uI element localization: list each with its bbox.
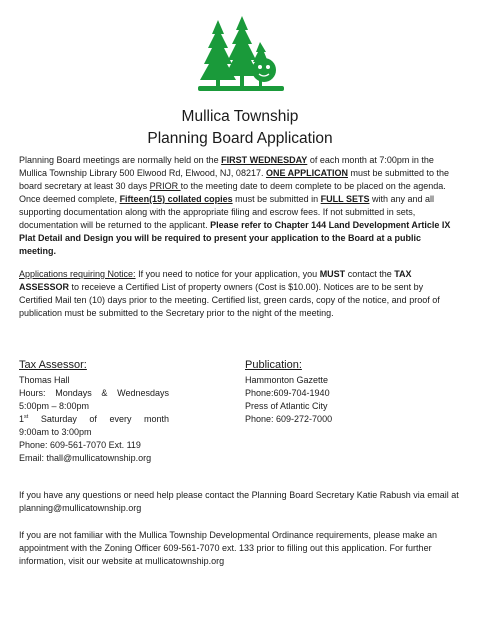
hours-time: 5:00pm – 8:00pm	[19, 401, 90, 411]
chapter-144-note: Please refer to Chapter 144 Land Development Article IX Plat Detail and Design you will be required to present your application to the Board at a public meeting.	[19, 220, 451, 256]
tax-assessor-heading: Tax Assessor:	[19, 359, 87, 371]
intro-text-1: Planning Board meetings are normally held on the	[19, 155, 222, 165]
publication-line-4: Phone: 609-272-7000	[245, 414, 333, 424]
publication-line-2: Phone:609-704-1940	[245, 388, 330, 398]
assessor-hours	[19, 387, 169, 400]
must-text: MUST	[319, 269, 346, 279]
first-wednesday-text: FIRST WEDNESDAY	[221, 155, 308, 165]
publication-line-3: Press of Atlantic City	[245, 401, 328, 411]
fifteen-copies-text: Fifteen(15) collated copies	[119, 194, 233, 204]
hours-day-1: Mondays	[55, 388, 92, 398]
notice-paragraph	[19, 268, 459, 320]
saturday-time: 9:00am to 3:00pm	[19, 427, 92, 437]
intro-paragraph	[19, 154, 459, 258]
saturday-word: Saturday	[40, 414, 77, 424]
month-word: month	[143, 414, 169, 424]
pine-trees-logo-icon	[190, 14, 290, 98]
contact-paragraph: If you have any questions or need help please contact the Planning Board Secretary Katie Rabush via email at planning@mullicatownship.org	[19, 490, 459, 513]
assessor-email: Email: thall@mullicatownship.org	[19, 453, 152, 463]
intro-text-2: of each month at 7:00pm in the Mullica Township Library 500 Elwood Rd, Elwood, NJ, 08217.	[19, 155, 434, 178]
assessor-name: Thomas Hall	[19, 375, 70, 385]
saturday-ordinal	[19, 413, 28, 426]
publication-line-1: Hammonton Gazette	[245, 375, 329, 385]
every-word: every	[109, 414, 132, 424]
intro-text-5: must be submitted in	[232, 194, 321, 204]
saturday-suffix: st	[24, 414, 29, 420]
intro-text-6: with any and all supporting documentation along with the appropriate filing and escrow fees. If not submitted in sets, documentation will be returned to the applicant.	[19, 194, 435, 230]
notice-heading: Applications requiring Notice:	[19, 269, 136, 279]
publication-block	[245, 357, 425, 426]
publication-heading: Publication:	[245, 359, 302, 371]
hours-ampersand: &	[101, 388, 108, 398]
tax-assessor-block	[19, 357, 169, 465]
intro-text-4: to the meeting date to deem complete to be placed on the agenda. Once deemed complete,	[19, 181, 446, 204]
assessor-phone: Phone: 609-561-7070 Ext. 119	[19, 440, 141, 450]
notice-text-2: contact the	[345, 269, 395, 279]
township-title: Mullica Township	[181, 108, 299, 125]
hours-day-2: Wednesdays	[117, 388, 169, 398]
saturday-number: 1	[19, 414, 25, 424]
zoning-paragraph: If you are not familiar with the Mullica Township Developmental Ordinance requirements, please make an appointment with the Zoning Officer 609-561-7070 ext. 133 prior to filling out this application. For further information, visit our website at mullicatownship.org	[19, 530, 438, 566]
prior-text: PRIOR	[149, 181, 181, 191]
notice-text-1: If you need to notice for your application, you	[135, 269, 320, 279]
saturday-line	[19, 413, 169, 426]
one-application-text: ONE APPLICATION	[265, 168, 348, 178]
tax-assessor-text: TAX ASSESSOR	[19, 269, 412, 292]
of-word: of	[89, 414, 97, 424]
hours-label: Hours:	[19, 388, 46, 398]
application-title: Planning Board Application	[147, 130, 333, 147]
intro-text-3: must be submitted to the board secretary at least 30 days	[19, 168, 450, 191]
notice-text-3: to receieve a Certified List of property owners (Cost is $10.00). Notices are to be sent by Certified Mail ten (10) days prior to the meeting. Certified list, green cards, copy of the notice, and proof of publication must be submitted to the Secretary prior to the night of the meeting.	[19, 282, 440, 318]
full-sets-text: FULL SETS	[320, 194, 370, 204]
